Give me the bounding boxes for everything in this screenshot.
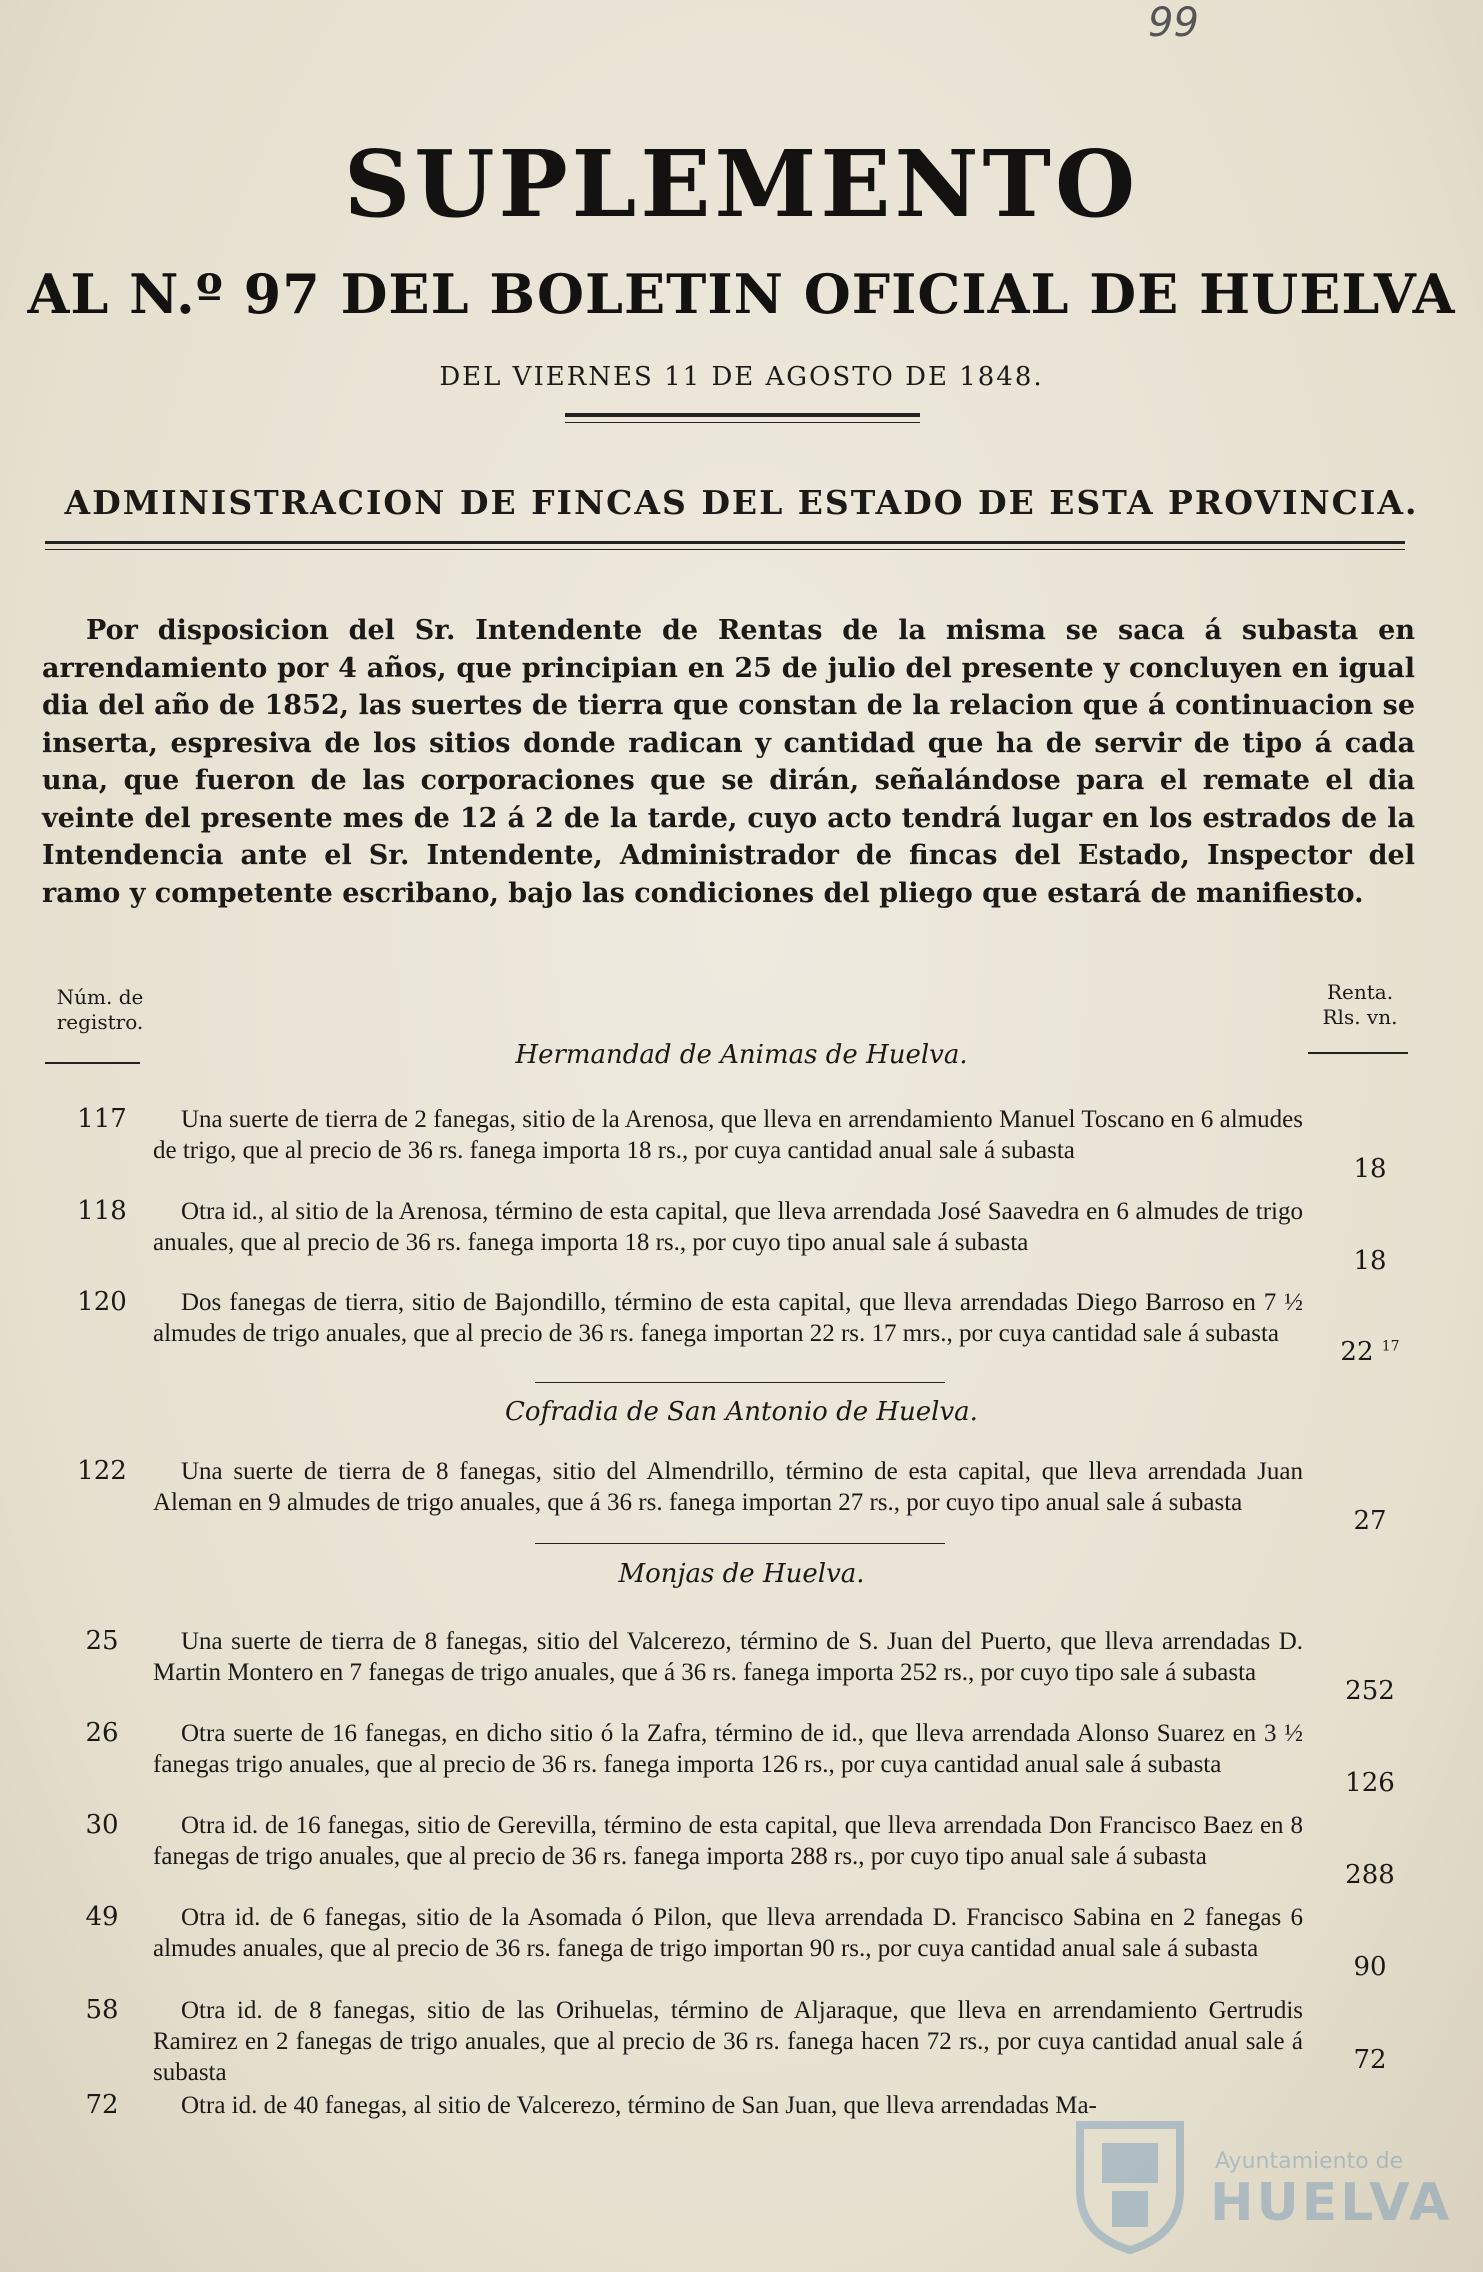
entry-text: Una suerte de tierra de 8 fanegas, sitio del Valcerezo, término de S. Juan del Puerto, que lleva arrendadas D. Martin Montero en 7 fanegas de trigo anuales, que á 36 rs. fanega importa 252 rs., por cuyo tipo sale á subasta xyxy=(153,1628,1303,1686)
section-heading: Hermandad de Animas de Huelva. xyxy=(515,1040,968,1070)
entry-text: Otra id. de 40 fanegas, al sitio de Valcerezo, término de San Juan, que lleva arrendadas Ma- xyxy=(181,2092,1097,2119)
column-label: Renta. xyxy=(1326,980,1394,1004)
entry-description xyxy=(153,1104,1303,1166)
ayuntamiento-watermark xyxy=(1060,2105,1453,2255)
entry-description xyxy=(153,1810,1303,1872)
rent-amount xyxy=(1325,1676,1415,1706)
amount-value: 252 xyxy=(1345,1676,1395,1706)
amount-value: 27 xyxy=(1353,1506,1387,1536)
amount-value: 18 xyxy=(1353,1154,1387,1184)
list-item xyxy=(0,1456,1483,1556)
entry-text: Otra id., al sitio de la Arenosa, término de esta capital, que lleva arrendada José Saavedra en 6 almudes de trigo anuales, que al precio de 36 rs. fanega importa 18 rs., por cuyo tipo anual sale á subasta xyxy=(153,1198,1303,1256)
registry-number: 122 xyxy=(77,1456,127,1486)
section-heading: Cofradia de San Antonio de Huelva. xyxy=(505,1397,978,1427)
amount-value: 288 xyxy=(1345,1860,1395,1890)
list-item xyxy=(0,1104,1483,1204)
administration-heading: ADMINISTRACION DE FINCAS DEL ESTADO DE ESTA PROVINCIA. xyxy=(64,483,1419,522)
divider xyxy=(565,413,920,417)
registry-number: 117 xyxy=(77,1104,127,1134)
supplement-title: SUPLEMENTO xyxy=(343,130,1140,238)
rent-amount xyxy=(1325,1337,1415,1367)
rent-amount xyxy=(1325,1506,1415,1536)
entry-text: Otra id. de 6 fanegas, sitio de la Asomada ó Pilon, que lleva arrendada D. Francisco Sabina en 2 fanegas 6 almudes anuales, que al precio de 36 rs. fanega de trigo importan 90 rs., por cuya cantidad anual sale á subasta xyxy=(153,1904,1303,1962)
rent-amount xyxy=(1325,1154,1415,1184)
entry-text: Otra suerte de 16 fanegas, en dicho sitio ó la Zafra, término de id., que lleva arrendada Alonso Suarez en 3 ½ fanegas trigo anuales, que al precio de 36 rs. fanega importa 126 rs., por cuya cantidad anual sale á subasta xyxy=(153,1720,1303,1778)
entry-description xyxy=(153,1718,1303,1780)
entry-description xyxy=(153,1196,1303,1258)
entry-text: Otra id. de 16 fanegas, sitio de Gerevilla, término de esta capital, que lleva arrendada Don Francisco Baez en 8 fanegas de trigo anuales, que al precio de 36 rs. fanega importa 288 rs., por cuyo tipo anual sale á subasta xyxy=(153,1812,1303,1870)
rent-amount xyxy=(1325,1952,1415,1982)
list-item xyxy=(0,1718,1483,1818)
entry-description xyxy=(153,1626,1303,1688)
column-header-renta xyxy=(1300,980,1420,1030)
amount-value: 72 xyxy=(1353,2045,1387,2075)
registry-number: 118 xyxy=(77,1196,127,1226)
bulletin-subtitle: AL N.º 97 DEL BOLETIN OFICIAL DE HUELVA xyxy=(27,262,1456,326)
entry-description xyxy=(153,1902,1303,1964)
list-item xyxy=(0,1626,1483,1726)
registry-number: 26 xyxy=(85,1718,119,1748)
issue-date: DEL VIERNES 11 DE AGOSTO DE 1848. xyxy=(439,362,1044,392)
amount-value: 18 xyxy=(1353,1246,1387,1276)
coat-of-arms-icon xyxy=(1060,2105,1200,2255)
amount-maravedis: 17 xyxy=(1381,1338,1400,1355)
divider xyxy=(45,541,1405,544)
column-label: Núm. de xyxy=(56,985,144,1009)
folio-number: 99 xyxy=(1148,0,1199,46)
watermark-line1: Ayuntamiento de xyxy=(1215,2149,1404,2174)
watermark-line2: HUELVA xyxy=(1210,2173,1453,2233)
rent-amount xyxy=(1325,1246,1415,1276)
registry-number: 72 xyxy=(85,2090,119,2120)
list-item xyxy=(0,1902,1483,2002)
registry-number: 120 xyxy=(77,1287,127,1317)
rent-amount xyxy=(1325,1768,1415,1798)
registry-number: 25 xyxy=(85,1626,119,1656)
amount-value: 90 xyxy=(1353,1952,1387,1982)
entry-description xyxy=(153,1287,1303,1349)
list-item xyxy=(0,1995,1483,2095)
registry-number: 49 xyxy=(85,1902,119,1932)
rent-amount xyxy=(1325,2045,1415,2075)
registry-number: 58 xyxy=(85,1995,119,2025)
entry-description xyxy=(153,1995,1303,2088)
list-item xyxy=(0,1196,1483,1296)
divider xyxy=(565,422,920,423)
intro-paragraph: Por disposicion del Sr. Intendente de Rentas de la misma se saca á subasta en arrendamiento por 4 años, que principian en 25 de julio del presente y concluyen en igual dia del año de 1852, las suertes de tierra que constan de la relacion que á continuacion se inserta, espresiva de los sitios donde radican y cantidad que ha de servir de tipo á cada una, que fueron de las corporaciones que se dirán, señalándose para el remate el dia veinte del presente mes de 12 á 2 de la tarde, cuyo acto tendrá lugar en los estrados de la Intendencia ante el Sr. Intendente, Administrador de fincas del Estado, Inspector del ramo y competente escribano, bajo las condiciones del pliego que estará de manifiesto. xyxy=(42,615,1415,909)
divider xyxy=(535,1543,945,1544)
amount-value: 126 xyxy=(1345,1768,1395,1798)
entry-text: Una suerte de tierra de 8 fanegas, sitio del Almendrillo, término de esta capital, que lleva arrendada Juan Aleman en 9 almudes de trigo anuales, que á 36 rs. fanega importan 27 rs., por cuyo tipo anual sale á subasta xyxy=(153,1458,1303,1516)
entry-text: Otra id. de 8 fanegas, sitio de las Orihuelas, término de Aljaraque, que lleva en arrendamiento Gertrudis Ramirez en 2 fanegas de trigo anuales, que al precio de 36 rs. fanega hacen 72 rs., por cuya cantidad anual sale á subasta xyxy=(153,1997,1303,2086)
divider xyxy=(535,1382,945,1383)
rent-amount xyxy=(1325,1860,1415,1890)
column-label: registro. xyxy=(56,1010,144,1034)
list-item xyxy=(0,1287,1483,1387)
entry-text: Dos fanegas de tierra, sitio de Bajondillo, término de esta capital, que lleva arrendadas Diego Barroso en 7 ½ almudes de trigo anuales, que al precio de 36 rs. fanega importan 22 rs. 17 mrs., por cuya cantidad sale á subasta xyxy=(153,1289,1303,1347)
registry-number: 30 xyxy=(85,1810,119,1840)
entry-text: Una suerte de tierra de 2 fanegas, sitio de la Arenosa, que lleva en arrendamiento Manuel Toscano en 6 almudes de trigo, que al precio de 36 rs. fanega importa 18 rs., por cuya cantidad anual sale á subasta xyxy=(153,1106,1303,1164)
section-heading: Monjas de Huelva. xyxy=(618,1559,865,1589)
divider xyxy=(45,549,1405,550)
column-label: Rls. vn. xyxy=(1322,1005,1398,1029)
list-item xyxy=(0,1810,1483,1910)
amount-value: 22 xyxy=(1340,1337,1374,1367)
entry-description xyxy=(153,1456,1303,1518)
column-header-registro xyxy=(40,985,160,1035)
